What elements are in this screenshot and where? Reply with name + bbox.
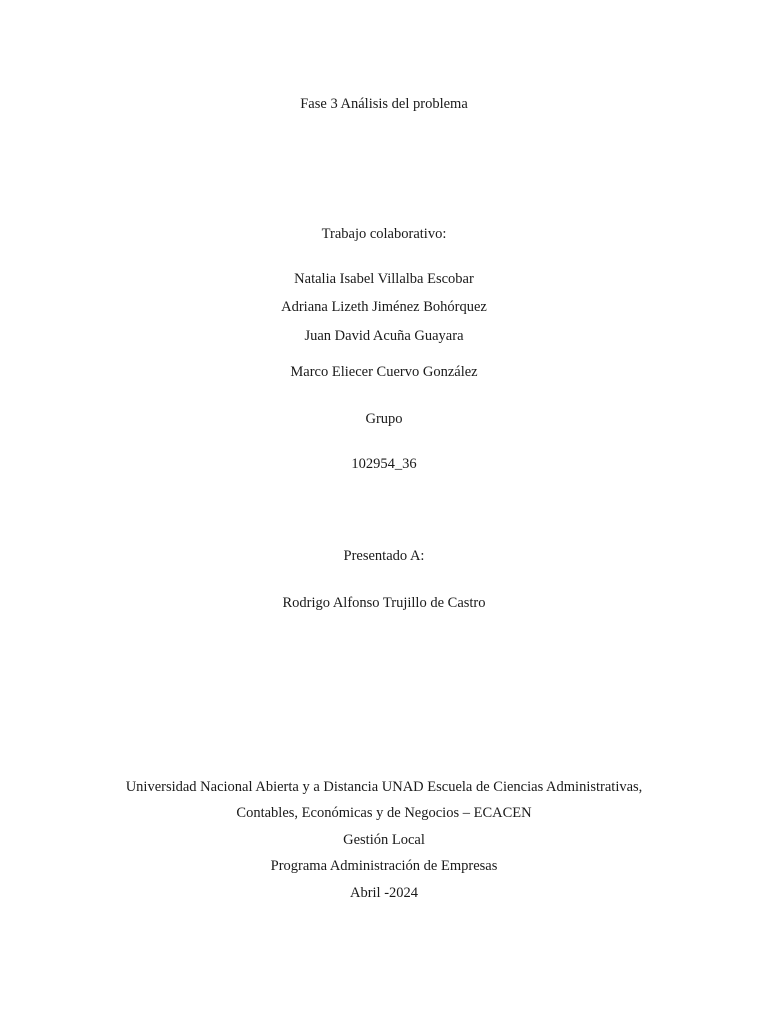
group-label: Grupo [365,411,403,427]
collaborative-work-label: Trabajo colaborativo: [321,226,447,242]
presented-to-name: Rodrigo Alfonso Trujillo de Castro [282,595,486,611]
institution-line: Universidad Nacional Abierta y a Distancia UNAD Escuela de Ciencias Administrativas, [125,779,643,795]
presented-to-label: Presentado A: [343,548,425,564]
group-number: 102954_36 [351,456,417,472]
document-date: Abril -2024 [349,885,419,901]
institution-line: Contables, Económicas y de Negocios – ECACEN [236,805,532,821]
course-name: Gestión Local [343,832,425,848]
program-name: Programa Administración de Empresas [270,858,498,874]
author-name: Marco Eliecer Cuervo González [290,364,478,380]
document-title: Fase 3 Análisis del problema [300,96,468,112]
author-name: Adriana Lizeth Jiménez Bohórquez [281,299,487,315]
author-name: Juan David Acuña Guayara [304,328,464,344]
author-name: Natalia Isabel Villalba Escobar [294,271,474,287]
